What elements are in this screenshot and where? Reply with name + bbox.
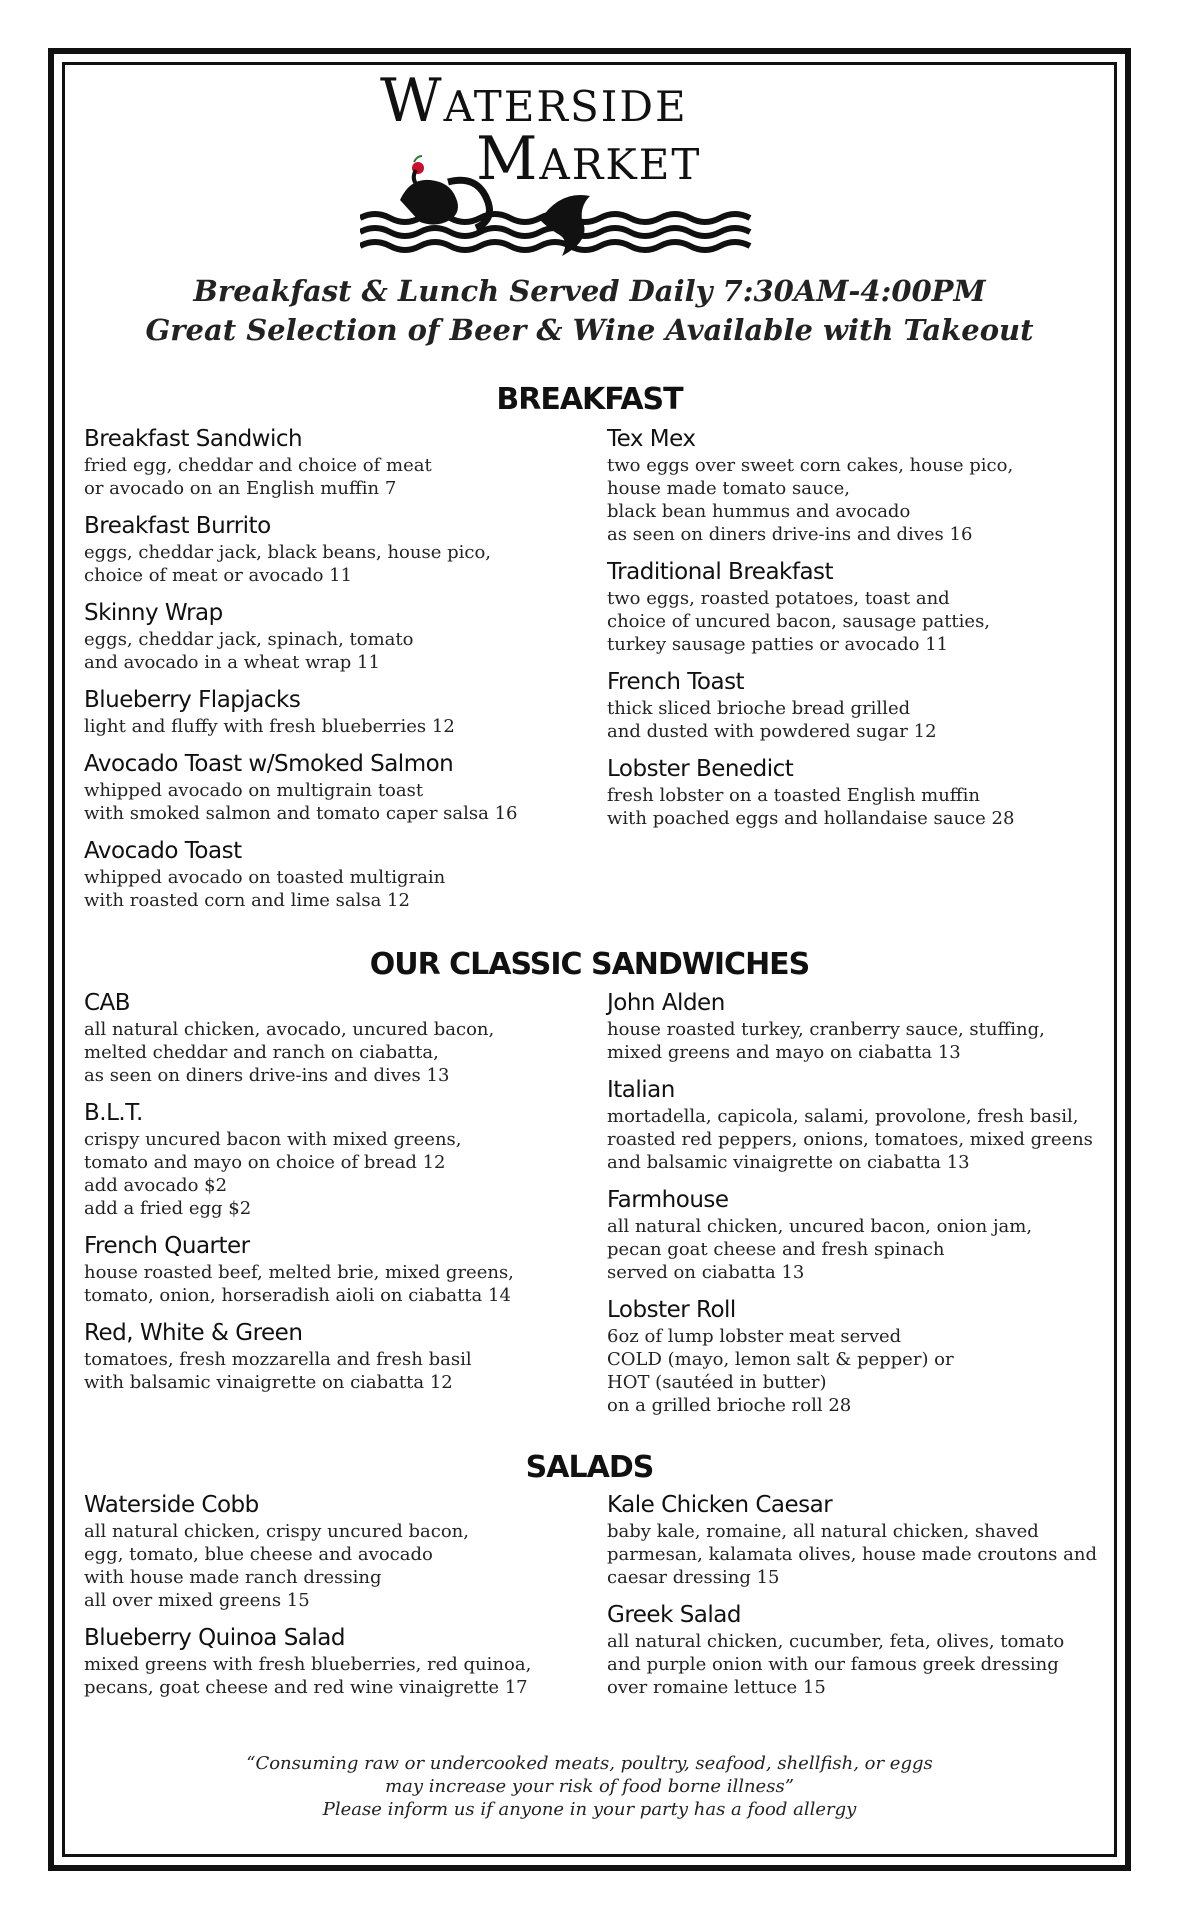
menu-item-description: eggs, cheddar jack, spinach, tomato and avocado in a wheat wrap 11 (84, 629, 414, 673)
menu-item-description: crispy uncured bacon with mixed greens, tomato and mayo on choice of bread 12 add avocado $2 add a fried egg $2 (84, 1129, 462, 1219)
menu-item (607, 754, 1127, 830)
menu-item-name: CAB (84, 990, 131, 1016)
menu-item-name: French Toast (607, 669, 745, 695)
menu-item (84, 424, 604, 500)
menu-item-name: Farmhouse (607, 1187, 729, 1213)
breakfast-left-column (84, 424, 604, 923)
menu-item (607, 424, 1127, 546)
disclaimer-line-1: “Consuming raw or undercooked meats, poultry, seafood, shellfish, or eggs (246, 1753, 933, 1774)
menu-item (84, 685, 604, 738)
menu-item-description: two eggs over sweet corn cakes, house pico, house made tomato sauce, black bean hummus and avocado as seen on diners drive-ins and dives 16 (607, 455, 1014, 545)
menu-item-name: Waterside Cobb (84, 1492, 259, 1518)
menu-item-description: mixed greens with fresh blueberries, red quinoa, pecans, goat cheese and red wine vinaigrette 17 (84, 1654, 532, 1698)
menu-item-name: Lobster Benedict (607, 756, 794, 782)
menu-item (84, 1098, 604, 1220)
menu-item-description: light and fluffy with fresh blueberries 12 (84, 716, 455, 737)
menu-item-name: Italian (607, 1077, 675, 1103)
beer-wine-tagline: Great Selection of Beer & Wine Available with Takeout (145, 313, 1034, 347)
menu-item (84, 749, 604, 825)
menu-item-description: two eggs, roasted potatoes, toast and choice of uncured bacon, sausage patties, turkey sausage patties or avocado 11 (607, 588, 991, 655)
menu-item (84, 1318, 604, 1394)
menu-item-description: 6oz of lump lobster meat served COLD (mayo, lemon salt & pepper) or HOT (sautéed in butter) on a grilled brioche roll 28 (607, 1326, 954, 1416)
mermaid-waves-logo-icon (360, 66, 760, 262)
menu-item (607, 667, 1127, 743)
menu-item-name: Breakfast Sandwich (84, 426, 303, 452)
salads-left-column (84, 1490, 604, 1710)
menu-item-name: John Alden (607, 990, 725, 1016)
menu-item (607, 1075, 1127, 1174)
menu-item (84, 598, 604, 674)
menu-item-description: house roasted beef, melted brie, mixed greens, tomato, onion, horseradish aioli on ciabatta 14 (84, 1262, 514, 1306)
logo-line-1: Waterside (380, 66, 688, 136)
menu-item-name: French Quarter (84, 1233, 250, 1259)
menu-item (84, 1623, 604, 1699)
menu-item (84, 988, 604, 1087)
menu-item-name: Avocado Toast w/Smoked Salmon (84, 751, 454, 777)
menu-item-name: Lobster Roll (607, 1297, 736, 1323)
menu-item (84, 836, 604, 912)
menu-item-description: eggs, cheddar jack, black beans, house pico, choice of meat or avocado 11 (84, 542, 492, 586)
menu-item-name: Red, White & Green (84, 1320, 303, 1346)
menu-item-name: Traditional Breakfast (607, 559, 834, 585)
breakfast-heading: BREAKFAST (496, 382, 683, 417)
menu-item-name: Blueberry Flapjacks (84, 687, 301, 713)
menu-item-description: all natural chicken, cucumber, feta, olives, tomato and purple onion with our famous greek dressing over romaine lettuce 15 (607, 1631, 1065, 1698)
disclaimer-line-2: may increase your risk of food borne illness” (385, 1776, 794, 1797)
menu-item-name: B.L.T. (84, 1100, 143, 1126)
menu-item (607, 988, 1127, 1064)
menu-item-description: fried egg, cheddar and choice of meat or avocado on an English muffin 7 (84, 455, 432, 499)
menu-item-name: Kale Chicken Caesar (607, 1492, 833, 1518)
menu-item-description: all natural chicken, avocado, uncured bacon, melted cheddar and ranch on ciabatta, as seen on diners drive-ins and dives 13 (84, 1019, 495, 1086)
menu-item (607, 557, 1127, 656)
menu-item (607, 1185, 1127, 1284)
sandwiches-left-column (84, 988, 604, 1405)
menu-item (84, 1231, 604, 1307)
allergy-disclaimer (0, 1752, 1179, 1821)
sandwiches-right-column (607, 988, 1127, 1428)
breakfast-right-column (607, 424, 1127, 841)
menu-item-description: tomatoes, fresh mozzarella and fresh basil with balsamic vinaigrette on ciabatta 12 (84, 1349, 472, 1393)
menu-item-description: whipped avocado on multigrain toast with smoked salmon and tomato caper salsa 16 (84, 780, 518, 824)
logo-line-2: Market (476, 124, 702, 194)
menu-item-name: Tex Mex (607, 426, 696, 452)
menu-item-description: baby kale, romaine, all natural chicken, shaved parmesan, kalamata olives, house made croutons and caesar dressing 15 (607, 1521, 1097, 1588)
menu-item-name: Greek Salad (607, 1602, 741, 1628)
menu-item (607, 1490, 1127, 1589)
menu-item-description: mortadella, capicola, salami, provolone, fresh basil, roasted red peppers, onions, tomatoes, mixed greens and balsamic vinaigrette on ciabatta 13 (607, 1106, 1093, 1173)
menu-item (84, 511, 604, 587)
hours-tagline: Breakfast & Lunch Served Daily 7:30AM-4:00PM (193, 274, 986, 308)
menu-item-description: all natural chicken, crispy uncured bacon, egg, tomato, blue cheese and avocado with house made ranch dressing all over mixed greens 15 (84, 1521, 469, 1611)
disclaimer-line-3: Please inform us if anyone in your party has a food allergy (322, 1799, 857, 1820)
sandwiches-heading: OUR CLASSIC SANDWICHES (369, 947, 810, 982)
salads-right-column (607, 1490, 1127, 1710)
menu-item-description: house roasted turkey, cranberry sauce, stuffing, mixed greens and mayo on ciabatta 13 (607, 1019, 1045, 1063)
menu-item (84, 1490, 604, 1612)
menu-item-name: Breakfast Burrito (84, 513, 271, 539)
salads-heading: SALADS (525, 1450, 654, 1485)
menu-item-name: Avocado Toast (84, 838, 242, 864)
menu-item-description: all natural chicken, uncured bacon, onion jam, pecan goat cheese and fresh spinach served on ciabatta 13 (607, 1216, 1033, 1283)
menu-item-name: Skinny Wrap (84, 600, 223, 626)
menu-item (607, 1600, 1127, 1699)
menu-item-description: whipped avocado on toasted multigrain with roasted corn and lime salsa 12 (84, 867, 446, 911)
menu-item-name: Blueberry Quinoa Salad (84, 1625, 345, 1651)
menu-item (607, 1295, 1127, 1417)
menu-item-description: fresh lobster on a toasted English muffin with poached eggs and hollandaise sauce 28 (607, 785, 1015, 829)
menu-item-description: thick sliced brioche bread grilled and dusted with powdered sugar 12 (607, 698, 937, 742)
